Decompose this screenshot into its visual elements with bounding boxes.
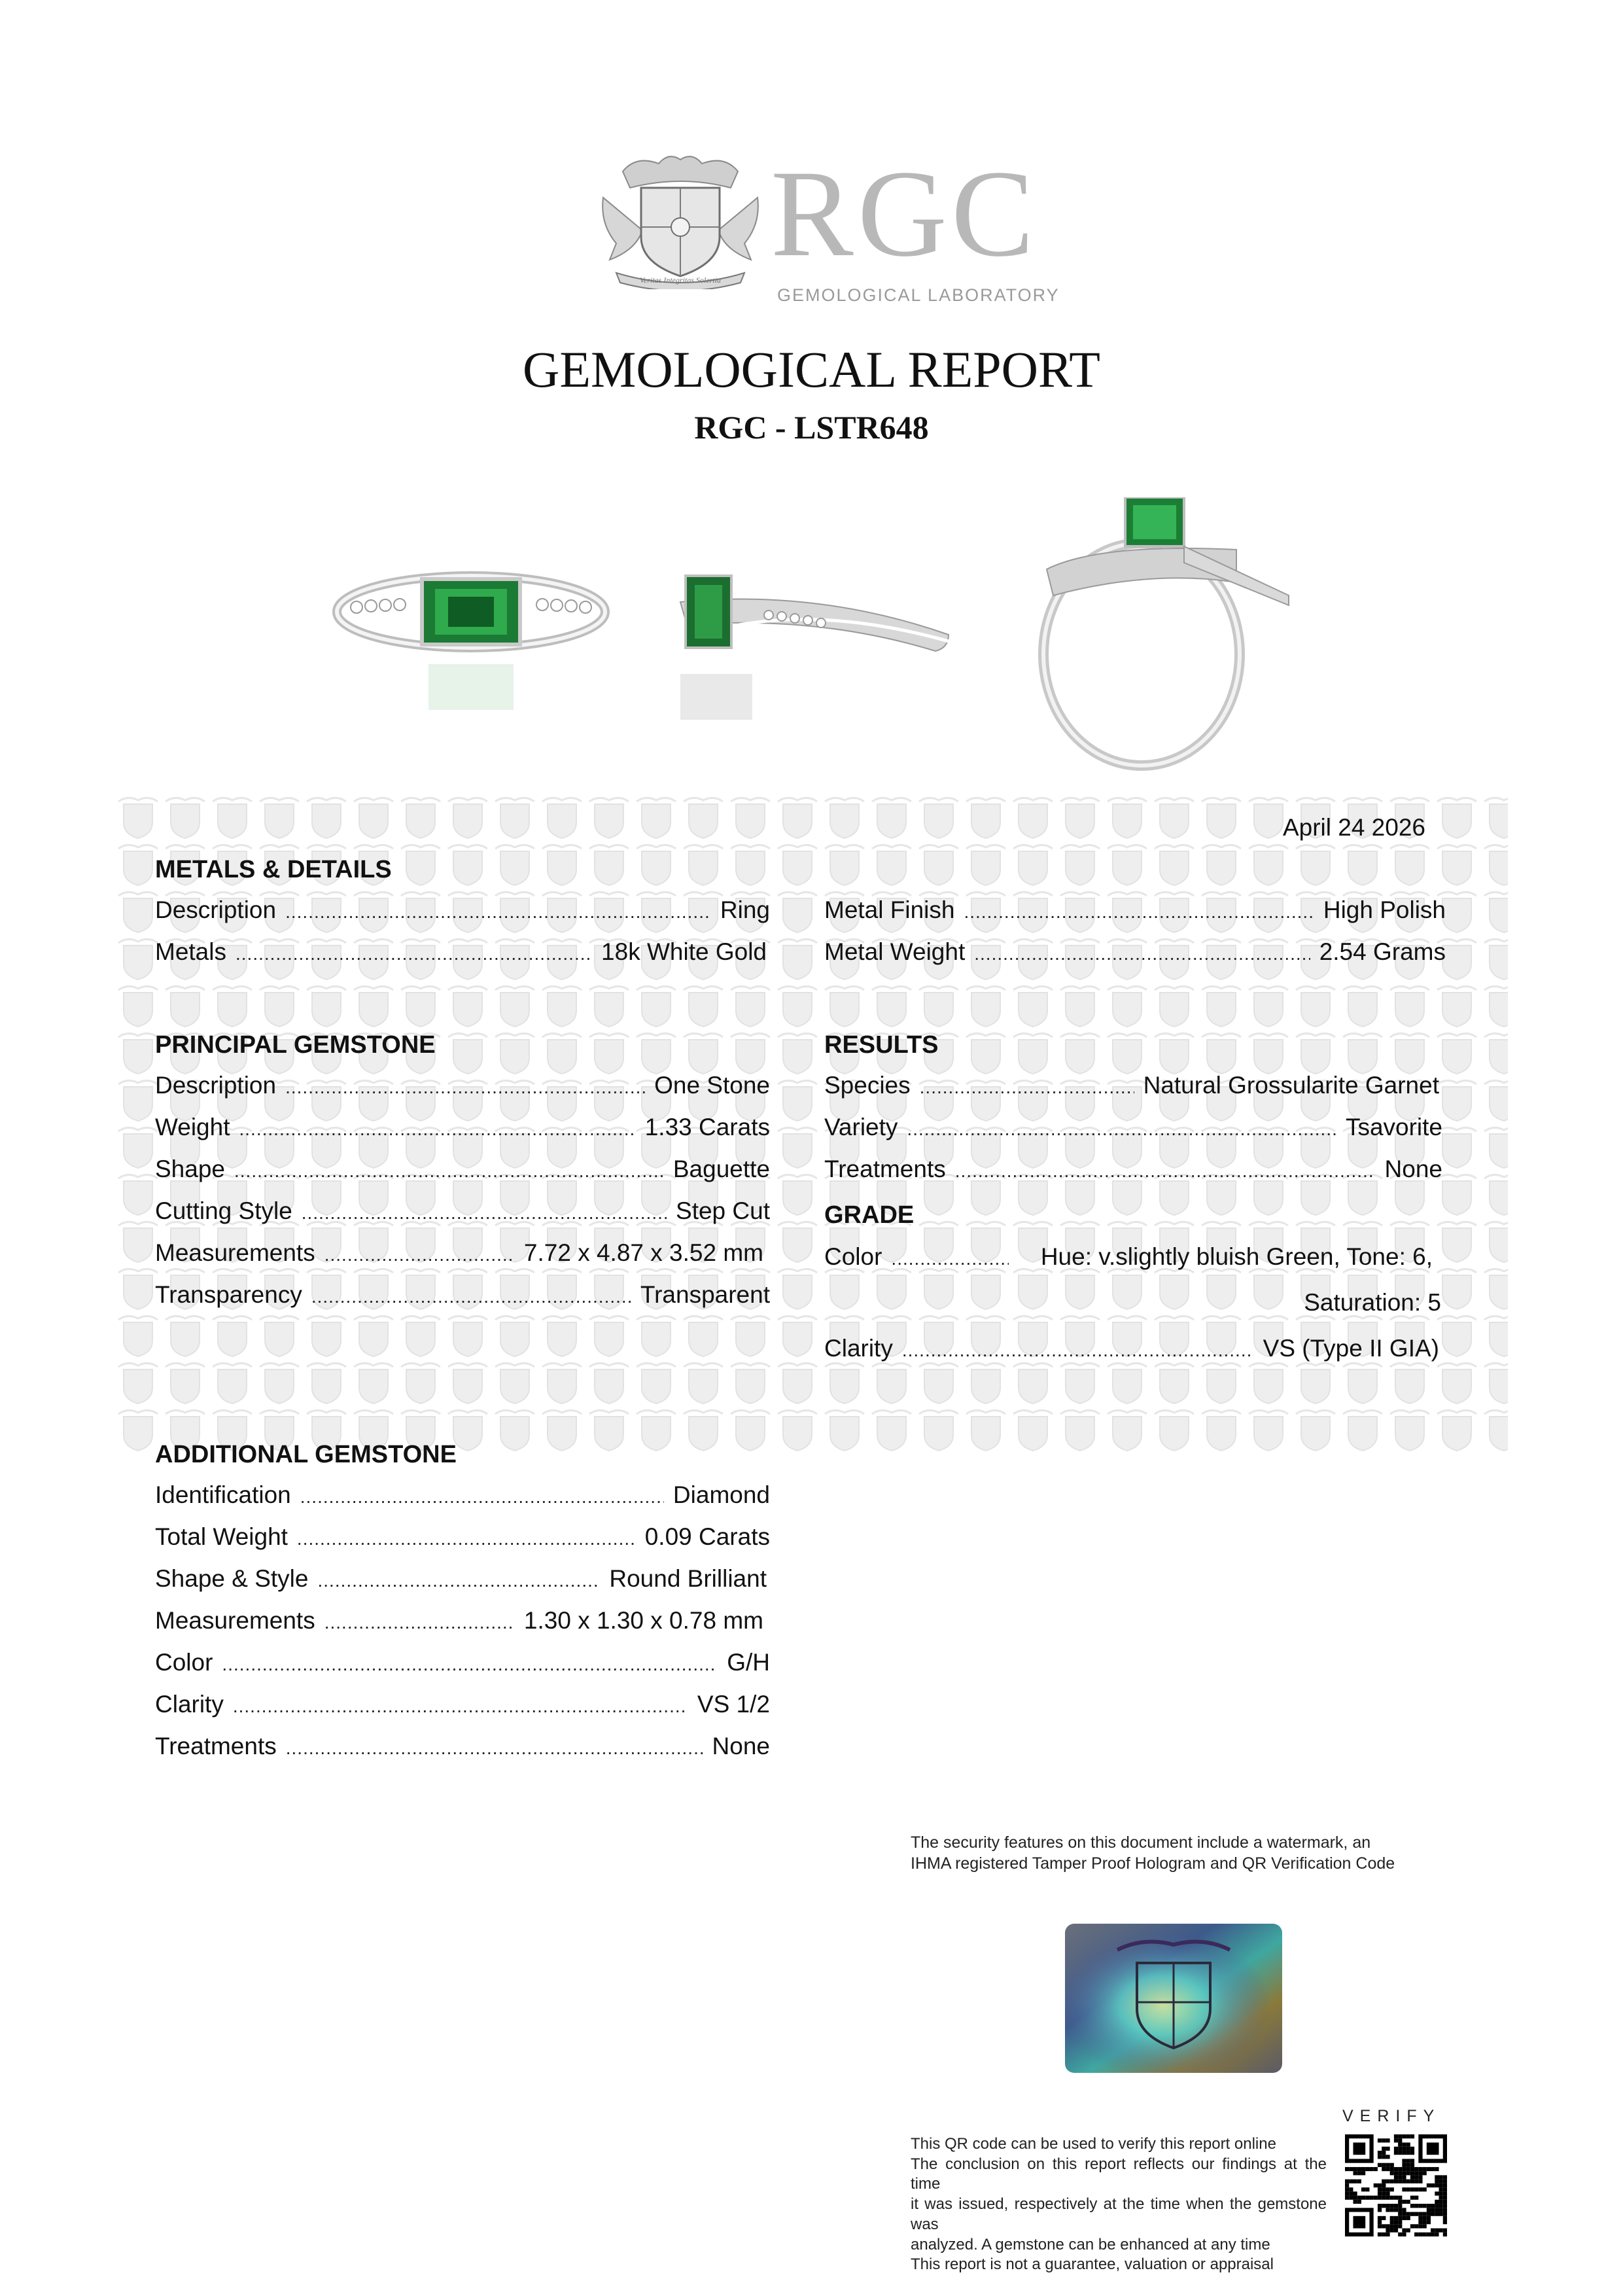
row-label: Color [155,1649,213,1676]
verify-line-1: This QR code can be used to verify this report online [911,2135,1276,2153]
additional-gemstone-heading: ADDITIONAL GEMSTONE [155,1441,457,1468]
metals-row-metal-weight [824,938,1446,966]
grade-heading: GRADE [824,1201,915,1229]
metals-row-description [155,896,770,924]
row-value: 7.72 x 4.87 x 3.52 mm [523,1239,763,1266]
row-value: G/H [727,1649,770,1676]
row-value: None [1384,1156,1442,1182]
row-label: Metal Finish [824,896,955,923]
additional-row-total-weight [155,1523,770,1551]
row-value: High Polish [1323,896,1446,923]
row-label: Identification [155,1481,291,1508]
additional-row-identification [155,1481,770,1509]
row-value: VS (Type II GIA) [1263,1335,1439,1362]
grade-color-saturation: Saturation: 5 [1304,1289,1441,1316]
row-label: Weight [155,1114,230,1140]
row-value: VS 1/2 [697,1691,770,1718]
principal-row-cutting-style [155,1197,770,1225]
row-label: Clarity [824,1335,893,1362]
verify-line-5: This report is not a guarantee, valuation or appraisal [911,2255,1274,2274]
row-label: Treatments [824,1156,946,1182]
row-label: Transparency [155,1281,302,1308]
row-label: Total Weight [155,1523,288,1550]
principal-row-measurements [155,1239,763,1267]
grade-row-color [824,1243,1433,1271]
row-label: Metal Weight [824,938,966,965]
verify-line-3: it was issued, respectively at the time when the gemstone was [911,2195,1327,2233]
principal-gemstone-heading: PRINCIPAL GEMSTONE [155,1031,436,1059]
tamper-proof-hologram [1065,1924,1282,2073]
principal-row-weight [155,1114,770,1141]
verify-line-2: The conclusion on this report reflects our findings at the time [911,2155,1327,2193]
row-value: None [712,1733,770,1759]
row-label: Metals [155,938,226,965]
ring-photo-side-view [661,563,962,733]
metals-row-metal-finish [824,896,1446,924]
metals-details-heading: METALS & DETAILS [155,856,392,883]
qr-verification-code[interactable] [1345,2134,1447,2236]
security-note-line-1: The security features on this document include a watermark, an [911,1833,1371,1852]
row-label: Description [155,1072,277,1099]
rgc-crest-logo [597,152,764,289]
row-value: Diamond [672,1481,770,1508]
principal-row-description [155,1072,770,1099]
additional-row-color [155,1649,770,1676]
row-value: Step Cut [676,1197,770,1224]
verify-label: VERIFY [1342,2107,1441,2125]
row-value: 1.30 x 1.30 x 0.78 mm [523,1607,763,1634]
crest-motto: Veritas Integritas Solertia [640,275,721,285]
grade-row-clarity [824,1335,1439,1362]
row-label: Description [155,896,277,923]
row-value: 1.33 Carats [644,1114,770,1140]
principal-row-shape [155,1156,770,1183]
brand-logo-text: RGC [771,145,1038,283]
metals-row-metals [155,938,767,966]
row-label: Species [824,1072,911,1099]
row-label: Treatments [155,1733,277,1759]
report-date: April 24 2026 [1282,814,1425,841]
row-value: Hue: v.slightly bluish Green, Tone: 6, [1040,1243,1433,1270]
row-label: Shape & Style [155,1565,309,1592]
row-label: Color [824,1243,882,1270]
results-row-treatments [824,1156,1442,1183]
report-number: RGC - LSTR648 [694,409,929,446]
row-value: Tsavorite [1345,1114,1442,1140]
verify-note [911,2134,1327,2275]
brand-logo-subtitle: GEMOLOGICAL LABORATORY [777,285,1060,305]
results-row-variety [824,1114,1442,1141]
additional-row-treatments [155,1733,770,1760]
security-note-line-2: IHMA registered Tamper Proof Hologram and QR Verification Code [911,1854,1395,1873]
row-value: Ring [720,896,770,923]
row-label: Cutting Style [155,1197,292,1224]
report-title: GEMOLOGICAL REPORT [523,341,1100,398]
ring-photo-front-view [1021,497,1308,772]
principal-row-transparency [155,1281,770,1309]
additional-row-measurements [155,1607,763,1634]
row-label: Clarity [155,1691,224,1718]
row-value: Round Brilliant [609,1565,767,1592]
row-value: One Stone [654,1072,770,1099]
additional-row-clarity [155,1691,770,1718]
row-label: Measurements [155,1607,315,1634]
row-label: Variety [824,1114,898,1140]
ring-photo-top-view [330,523,612,733]
row-value: Transparent [640,1281,770,1308]
results-heading: RESULTS [824,1031,939,1059]
row-value: 2.54 Grams [1319,938,1446,965]
row-label: Measurements [155,1239,315,1266]
additional-row-shape-style [155,1565,767,1593]
security-note [911,1832,1460,1874]
row-value: Baguette [672,1156,770,1182]
row-value: Natural Grossularite Garnet [1143,1072,1439,1099]
row-label: Shape [155,1156,225,1182]
row-value: 0.09 Carats [644,1523,770,1550]
row-value: 18k White Gold [601,938,767,965]
verify-line-4: analyzed. A gemstone can be enhanced at any time [911,2235,1270,2253]
results-row-species [824,1072,1439,1099]
